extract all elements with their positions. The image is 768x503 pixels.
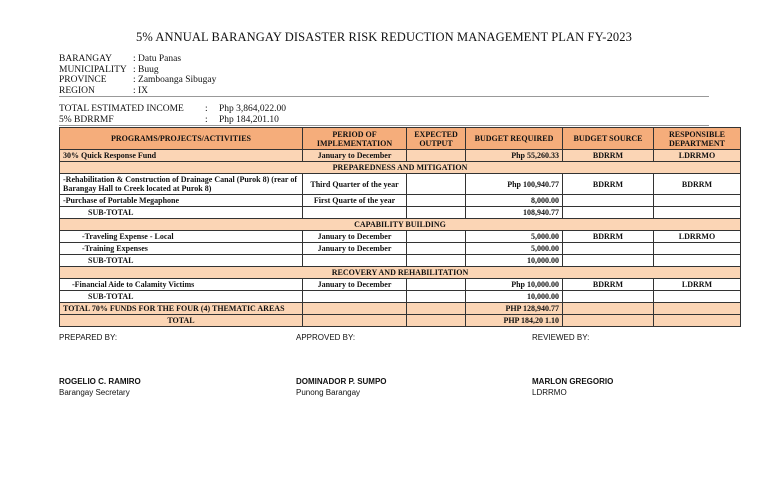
table-cell [654, 303, 741, 315]
table-cell [407, 315, 466, 327]
section-title: RECOVERY AND REHABILITATION [60, 267, 741, 279]
table-cell [654, 243, 741, 255]
total-income-label: TOTAL ESTIMATED INCOME [59, 104, 184, 114]
table-cell [563, 255, 654, 267]
table-cell: 5,000.00 [466, 243, 563, 255]
table-cell: January to December [303, 243, 407, 255]
column-header: PROGRAMS/PROJECTS/ACTIVITIES [60, 128, 303, 150]
table-cell: Php 10,000.00 [466, 279, 563, 291]
table-cell: Php 100,940.77 [466, 174, 563, 195]
table-cell [407, 231, 466, 243]
barangay-row [59, 54, 216, 65]
table-cell [563, 195, 654, 207]
table-cell: 5,000.00 [466, 231, 563, 243]
municipality-row [59, 65, 216, 76]
table-cell: -Training Expenses [60, 243, 303, 255]
table-cell [654, 315, 741, 327]
location-info [59, 54, 216, 96]
table-cell [407, 291, 466, 303]
table-cell: Third Quarter of the year [303, 174, 407, 195]
table-cell: BDRRM [563, 231, 654, 243]
barangay-value: : Datu Panas [133, 54, 182, 64]
divider [59, 96, 709, 97]
approved-by-label: APPROVED BY: [296, 333, 356, 342]
table-cell [654, 291, 741, 303]
table-cell: TOTAL [60, 315, 303, 327]
approved-by-title: Punong Barangay [296, 388, 361, 397]
table-cell: 30% Quick Response Fund [60, 150, 303, 162]
table-row [60, 231, 741, 243]
table-cell: First Quarte of the year [303, 195, 407, 207]
table-cell: -Rehabilitation & Construction of Drainage Canal (Purok 8) (rear of Barangay Hall to Creek located at Purok 8) [60, 174, 303, 195]
subtotal-row [60, 291, 741, 303]
table-cell [303, 303, 407, 315]
region-row [59, 86, 216, 97]
section-header-row [60, 267, 741, 279]
subtotal-row [60, 207, 741, 219]
subtotal-row [60, 255, 741, 267]
table-cell: PHP 184,20 1.10 [466, 315, 563, 327]
table-cell: LDRRMO [654, 150, 741, 162]
prepared-by-label: PREPARED BY: [59, 333, 118, 342]
table-cell [407, 303, 466, 315]
table-cell [563, 303, 654, 315]
table-cell: January to December [303, 150, 407, 162]
table-cell: BDRRM [563, 150, 654, 162]
grand-total-row [60, 315, 741, 327]
table-cell: PHP 128,940.77 [466, 303, 563, 315]
section-header-row [60, 162, 741, 174]
table-cell: SUB-TOTAL [60, 291, 303, 303]
total-income-value: Php 3,864,022.00 [219, 104, 287, 114]
total-income-row: TOTAL ESTIMATED INCOME : Php 3,864,022.00 [59, 104, 287, 114]
section-header-row [60, 219, 741, 231]
table-cell [654, 195, 741, 207]
municipality-label: MUNICIPALITY [59, 64, 127, 75]
table-cell [563, 207, 654, 219]
prepared-by-title: Barangay Secretary [59, 388, 130, 397]
table-cell [563, 291, 654, 303]
bdrrmf-value: Php 184,201.10 [219, 114, 279, 125]
table-cell: 10,000.00 [466, 255, 563, 267]
table-cell: -Financial Aide to Calamity Victims [60, 279, 303, 291]
approved-by-name: DOMINADOR P. SUMPO [296, 377, 387, 386]
table-cell: Php 55,260.33 [466, 150, 563, 162]
bdrrmf-row: 5% BDRRMF : Php 184,201.10 [59, 114, 279, 125]
income-info [59, 104, 286, 125]
table-row [60, 195, 741, 207]
table-cell: BDRRM [563, 279, 654, 291]
province-label: PROVINCE [59, 75, 107, 85]
divider [59, 125, 709, 126]
table-cell: SUB-TOTAL [60, 207, 303, 219]
table-cell [407, 279, 466, 291]
document-title: 5% ANNUAL BARANGAY DISASTER RISK REDUCTION MANAGEMENT PLAN FY-2023 [136, 30, 632, 44]
table-cell: TOTAL 70% FUNDS FOR THE FOUR (4) THEMATIC AREAS [60, 303, 303, 315]
table-cell [407, 195, 466, 207]
bdrrmf-label: 5% BDRRMF [59, 114, 114, 125]
table-cell: LDRRM [654, 279, 741, 291]
table-cell [407, 255, 466, 267]
table-row [60, 279, 741, 291]
municipality-value: : Buug [133, 64, 159, 75]
column-header: EXPECTED OUTPUT [407, 128, 466, 150]
region-value: : IX [133, 85, 149, 96]
total-70-row [60, 303, 741, 315]
table-row [60, 150, 741, 162]
table-cell [654, 207, 741, 219]
table-row [60, 174, 741, 195]
table-row [60, 243, 741, 255]
barangay-label: BARANGAY [59, 54, 112, 64]
table-cell: BDRRM [654, 174, 741, 195]
table-cell [407, 243, 466, 255]
prepared-by-name: ROGELIO C. RAMIRO [59, 377, 141, 386]
reviewed-by-label: REVIEWED BY: [532, 333, 590, 342]
table-cell [303, 255, 407, 267]
table-cell [407, 174, 466, 195]
reviewed-by-name: MARLON GREGORIO [532, 377, 614, 386]
table-cell: SUB-TOTAL [60, 255, 303, 267]
table-cell [563, 315, 654, 327]
table-cell [407, 150, 466, 162]
table-cell: LDRRMO [654, 231, 741, 243]
province-row [59, 75, 216, 86]
column-header: BUDGET REQUIRED [466, 128, 563, 150]
table-cell: January to December [303, 279, 407, 291]
table-header-row [60, 128, 741, 150]
column-header: BUDGET SOURCE [563, 128, 654, 150]
table-cell: January to December [303, 231, 407, 243]
reviewed-by-title: LDRRMO [532, 388, 567, 397]
table-cell: -Traveling Expense - Local [60, 231, 303, 243]
table-cell [303, 315, 407, 327]
section-title: CAPABILITY BUILDING [60, 219, 741, 231]
table-cell [303, 207, 407, 219]
region-label: REGION [59, 85, 95, 96]
table-cell: -Purchase of Portable Megaphone [60, 195, 303, 207]
column-header: RESPONSIBLE DEPARTMENT [654, 128, 741, 150]
table-cell: 8,000.00 [466, 195, 563, 207]
table-cell: 108,940.77 [466, 207, 563, 219]
plan-table [59, 127, 741, 327]
province-value: : Zamboanga Sibugay [133, 75, 217, 85]
table-cell [303, 291, 407, 303]
column-header: PERIOD OF IMPLEMENTATION [303, 128, 407, 150]
section-title: PREPAREDNESS AND MITIGATION [60, 162, 741, 174]
table-cell [654, 255, 741, 267]
table-cell [563, 243, 654, 255]
table-cell: BDRRM [563, 174, 654, 195]
table-cell [407, 207, 466, 219]
table-cell: 10,000.00 [466, 291, 563, 303]
